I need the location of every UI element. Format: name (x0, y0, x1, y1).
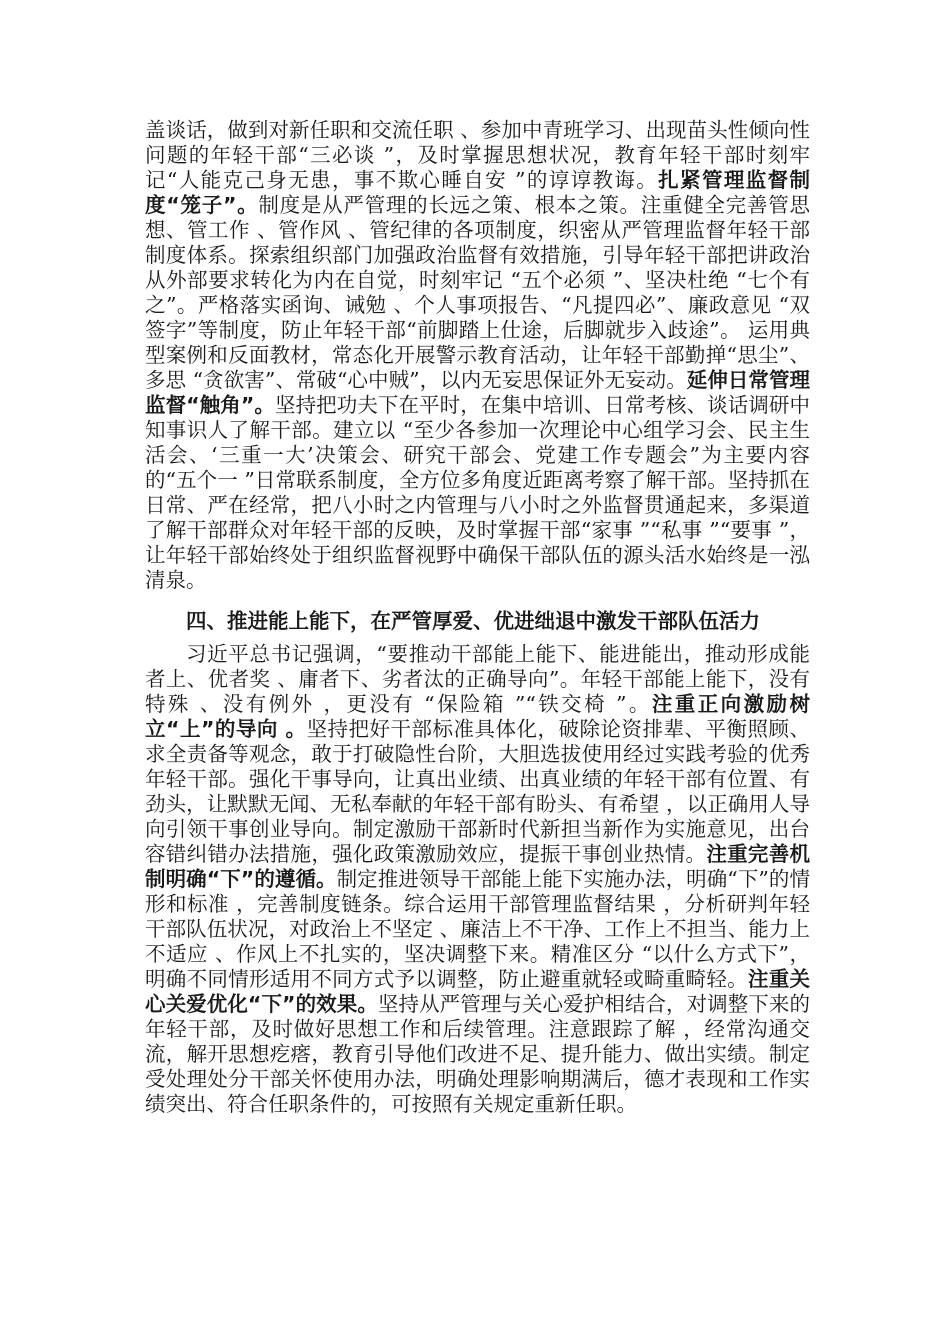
paragraph2-text-4: 坚持从严管理与关心爱护相结合，对调整下来的年轻干部，及时做好思想工作和后续管理。注意跟踪了解 ，经常沟通交流，解开思想疙瘩，教育引导他们改进不足、提升能力、做出实绩。制定受处理处分干部关怀使用办法，明确处理影响期满后，德才表现和工作实绩突出、符合任职条件的，可按照有关规定重新任职。 (145, 992, 810, 1116)
paragraph2-text-2: 坚持把好干部标准具体化，破除论资排辈、平衡照顾、求全责备等观念，敢于打破隐性台阶，大胆选拔使用经过实践考验的优秀年轻干部。强化干事导向，让真出业绩、出真业绩的年轻干部有位置、有劲头，让默默无闻、无私奉献的年轻干部有盼头、有希望 ，以正确用人导向引领干事创业导向。制定激励干部新时代新担当新作为实施意见，出台容错纠错办法措施，强化政策激励效应，提振干事创业热情。 (145, 717, 810, 866)
paragraph-section-four (145, 642, 810, 1117)
paragraph2-text-1: 习近平总书记强调，“要推动干部能上能下、能进能出，推动形成能者上、优者奖 、庸者下、劣者汰的正确导向”。年轻干部能上能下，没有特殊 、没有例外 ，更没有 “保险箱 ”“铁交椅 ”。 (145, 642, 810, 716)
paragraph1-text-2: 制度是从严管理的长远之策、根本之策。注重健全完善管思想、管工作 、管作风 、管纪律的各项制度，织密从严管理监督年轻干部制度体系。探索组织部门加强政治监督有效措施，引导年轻干部把讲政治从外部要求转化为内在自觉，时刻牢记 “五个必须 ”、坚决杜绝 “七个有之”。严格落实函询、诫勉 、个人事项报告、“凡提四必”、廉政意见 “双签字”等制度，防止年轻干部“前脚踏上仕途，后脚就步入歧途”。 运用典型案例和反面教材，常态化开展警示教育活动，让年轻干部勤掸“思尘”、多思 “贪欲害”、常破“心中贼”，以内无妄思保证外无妄动。 (145, 193, 811, 392)
subheading-positive-incentive: 注重正向激励树立“上”的导向 。 (145, 692, 810, 741)
subheading-extend-daily-supervision: 延伸日常管理监督“触角”。 (145, 368, 811, 417)
paragraph1-text-1: 盖谈话，做到对新任职和交流任职 、参加中青班学习、出现苗头性倾向性问题的年轻干部“三必谈 ”，及时掌握思想状况，教育年轻干部时刻牢记“人能克己身无患，事不欺心睡自安 ”的谆谆教诲。 (145, 118, 810, 192)
section-heading-four: 四、推进能上能下，在严管厚爱、优进绌退中激发干部队伍活力 (186, 609, 760, 633)
paragraph-continued (145, 118, 810, 593)
subheading-care-and-concern: 注重关心关爱优化“下”的效果。 (145, 967, 811, 1016)
subheading-improve-mechanism: 注重完善机制明确“下”的遵循。 (145, 842, 811, 891)
subheading-tighten-supervision-system: 扎紧管理监督制度“笼子”。 (145, 168, 810, 217)
document-page (145, 118, 810, 1117)
paragraph2-text-3: 制定推进领导干部能上能下实施办法，明确“下”的情形和标准 ，完善制度链条。综合运用干部管理监督结果 ，分析研判年轻干部队伍状况，对政治上不坚定 、廉洁上不干净、工作上不担当、能力上不适应 、作风上不扎实的，坚决调整下来。精准区分 “以什么方式下”，明确不同情形适用不同方式予以调整，防止避重就轻或畸重畸轻。 (145, 867, 810, 991)
paragraph1-text-3: 坚持把功夫下在平时，在集中培训、日常考核、谈话调研中知事识人了解干部。建立以 “至少各参加一次理论中心组学习会、民主生活会、‘三重一大’决策会、研究干部会、党建工作专题会”为主要内容的“五个一 ”日常联系制度，全方位多角度近距离考察了解干部。坚持抓在日常、严在经常，把八小时之内管理与八小时之外监督贯通起来，多渠道了解干部群众对年轻干部的反映，及时掌握干部“家事 ”“私事 ”“要事 ”，让年轻干部始终处于组织监督视野中确保干部队伍的源头活水始终是一泓清泉。 (145, 393, 811, 592)
